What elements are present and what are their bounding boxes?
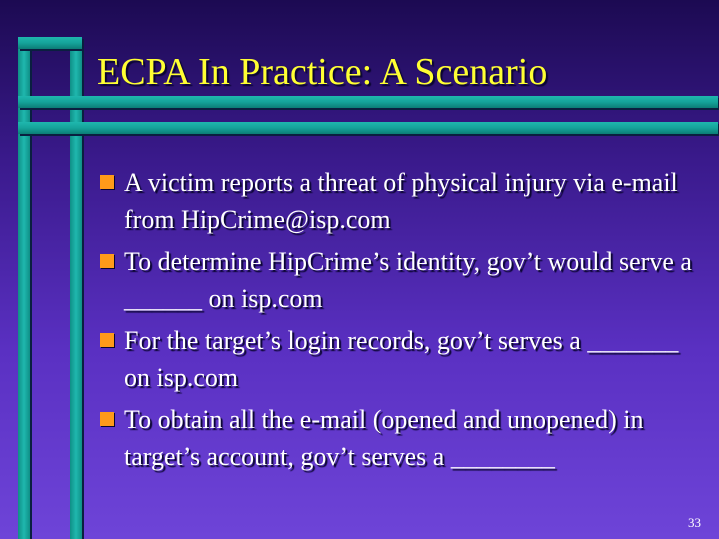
square-bullet-icon: [100, 412, 114, 426]
slide-title: ECPA In Practice: A Scenario: [97, 51, 548, 93]
bullet-list: [100, 164, 700, 480]
list-item: [100, 243, 700, 317]
square-bullet-icon: [100, 333, 114, 347]
frame-rule-upper: [18, 96, 718, 108]
list-item: [100, 164, 700, 238]
frame-left-outer-bar: [18, 37, 30, 539]
bullet-text: For the target’s login records, gov’t serves a _______ on isp.com: [124, 326, 679, 392]
frame-rule-lower: [18, 122, 718, 134]
frame-top-bar: [18, 37, 82, 49]
square-bullet-icon: [100, 175, 114, 189]
bullet-text: To obtain all the e-mail (opened and unopened) in target’s account, gov’t serves a ________: [124, 405, 644, 471]
bullet-text: To determine HipCrime’s identity, gov’t would serve a ______ on isp.com: [124, 247, 692, 313]
list-item: [100, 322, 700, 396]
bullet-text: A victim reports a threat of physical injury via e-mail from HipCrime@isp.com: [124, 168, 678, 234]
list-item: [100, 401, 700, 475]
slide-number: 33: [688, 515, 701, 530]
square-bullet-icon: [100, 254, 114, 268]
frame-left-inner-bar: [70, 37, 82, 539]
